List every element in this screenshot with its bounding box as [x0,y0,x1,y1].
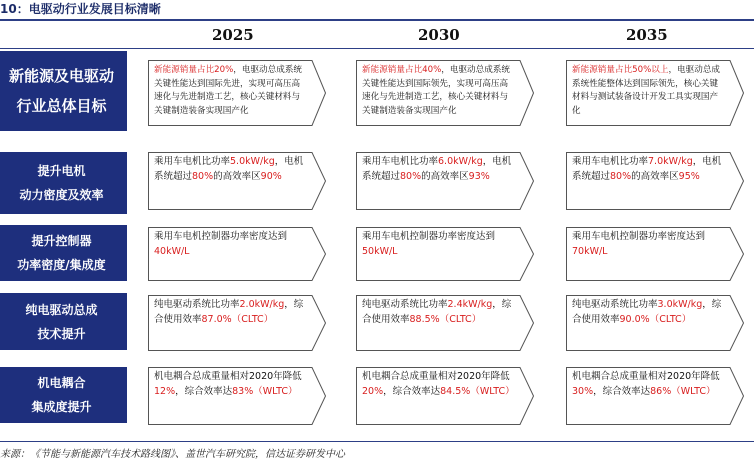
highlight-value: 86%（WLTC） [650,385,716,397]
target-text [356,295,534,327]
target-text-segment: ，综合使用效率 [362,299,512,325]
highlight-value: 83%（WLTC） [232,385,298,397]
highlight-value: 90.0%（CLTC） [619,313,692,325]
target-text-segment: ，综合效率达 [175,385,233,397]
target-text-segment: 的高效率区 [421,170,469,182]
row-label-line: 技术提升 [37,326,86,341]
highlight-value: 新能源销量占比50%以上 [572,65,669,75]
target-text [148,152,326,184]
target-text [566,227,744,259]
source-footnote: 来源：《节能与新能源汽车技术路线图》、盖世汽车研究院，信达证券研发中心 [0,441,754,460]
target-text [148,367,326,399]
target-text-segment: 纯电驱动系统比功率 [154,299,240,310]
highlight-value: 40kW/L [154,245,190,257]
target-text-segment: ，综合效率达 [383,385,441,397]
target-text [566,367,744,399]
target-text-segment: ，综合使用效率 [572,299,722,325]
target-cell [356,227,534,281]
highlight-value: 95% [678,170,700,182]
highlight-value: 2.0kW/kg [239,299,285,310]
row-label-coupling [0,367,127,423]
highlight-value: 80% [400,170,422,182]
target-text-segment: ，电机系统超过 [572,156,722,182]
target-text [356,227,534,259]
row-label-line: 机电耦合 [37,376,86,390]
target-text-segment: 乘用车电机控制器功率密度达到 [154,231,288,242]
target-text-segment: ，综合使用效率 [154,299,304,325]
highlight-value: 新能源销量占比20% [154,65,234,75]
target-text [356,152,534,184]
target-text [148,60,326,118]
target-cell [148,295,326,351]
highlight-value: 88.5%（CLTC） [409,313,482,325]
target-cell [356,367,534,425]
highlight-value: 6.0kW/kg [438,156,483,167]
highlight-value: 20% [362,385,384,397]
target-text [566,295,744,327]
target-text-segment: ，电驱动总成系统关键性能达到国际领先，实现可高压高速化与先进制造工艺，核心关键材料与关键制造装备实现国产化 [362,65,511,116]
target-text-segment: 机电耦合总成重量相对2020年降低 [362,371,510,382]
target-text [356,367,534,399]
target-text [566,152,744,184]
target-text-segment: 纯电驱动系统比功率 [362,299,448,310]
target-text-segment: 的高效率区 [631,170,679,182]
highlight-value: 5.0kW/kg [230,156,275,167]
highlight-value: 80% [192,170,214,182]
target-text-segment: 乘用车电机比功率 [362,156,439,167]
highlight-value: 80% [610,170,632,182]
highlight-value: 30% [572,385,594,397]
row-label-line: 动力密度及效率 [19,188,104,202]
highlight-value: 7.0kW/kg [648,156,693,167]
target-cell [566,227,744,281]
highlight-value: 90% [260,170,282,182]
row-label-line: 行业总体目标 [16,97,107,115]
target-text-segment: ，电机系统超过 [154,156,304,182]
row-label-overall [0,51,127,131]
highlight-value: 2.4kW/kg [447,299,493,310]
row-label-line: 纯电驱动总成 [25,302,98,317]
target-text-segment: 乘用车电机控制器功率密度达到 [362,231,496,242]
target-text [566,60,744,118]
target-cell [356,60,534,126]
target-text [148,295,326,327]
target-cell [148,60,326,126]
row-label-line: 集成度提升 [31,400,92,414]
highlight-value: 87.0%（CLTC） [201,313,274,325]
target-text-segment: ，综合效率达 [593,385,651,397]
target-text-segment: 机电耦合总成重量相对2020年降低 [154,371,302,382]
highlight-value: 3.0kW/kg [657,299,703,310]
target-cell [148,227,326,281]
highlight-value: 50kW/L [362,245,398,257]
target-text-segment: ，电机系统超过 [362,156,512,182]
target-cell [356,295,534,351]
row-label-line: 提升电机 [37,164,86,178]
target-text-segment: ，电驱动总成系统关键性能达到国际先进，实现可高压高速化与先进制造工艺，核心关键材料与关键制造装备实现国产化 [154,65,303,116]
target-text [356,60,534,118]
target-text-segment: 乘用车电机比功率 [572,156,649,167]
highlight-value: 新能源销量占比40% [362,65,442,75]
highlight-value: 70kW/L [572,245,608,257]
target-cell [566,367,744,425]
row-label-controller [0,225,127,281]
target-text-segment: 乘用车电机比功率 [154,156,231,167]
header-divider [0,48,754,49]
highlight-value: 93% [468,170,490,182]
target-cell [148,152,326,210]
target-text-segment: 的高效率区 [213,170,261,182]
year-header-2035: 2035 [626,26,668,44]
year-header-2025: 2025 [212,26,254,44]
figure-title: 10：电驱动行业发展目标清晰 [0,2,161,16]
target-cell [148,367,326,425]
target-text-segment: 乘用车电机控制器功率密度达到 [572,231,706,242]
target-cell [356,152,534,210]
target-text [148,227,326,259]
row-label-line: 新能源及电驱动 [8,67,114,85]
target-cell [566,295,744,351]
year-header-2030: 2030 [418,26,460,44]
target-text-segment: ，电驱动总成系统性能整体达到国际领先，核心关键材料与测试装备设计开发工具实现国产化 [572,65,721,116]
row-label-edrive [0,293,127,350]
target-cell [566,152,744,210]
title-divider [0,19,754,21]
target-text-segment: 机电耦合总成重量相对2020年降低 [572,371,720,382]
highlight-value: 12% [154,385,176,397]
highlight-value: 84.5%（WLTC） [440,385,515,397]
target-text-segment: 纯电驱动系统比功率 [572,299,658,310]
row-label-line: 提升控制器 [31,234,92,248]
target-cell [566,60,744,126]
row-label-motor [0,152,127,214]
row-label-line: 功率密度/集成度 [17,258,106,272]
